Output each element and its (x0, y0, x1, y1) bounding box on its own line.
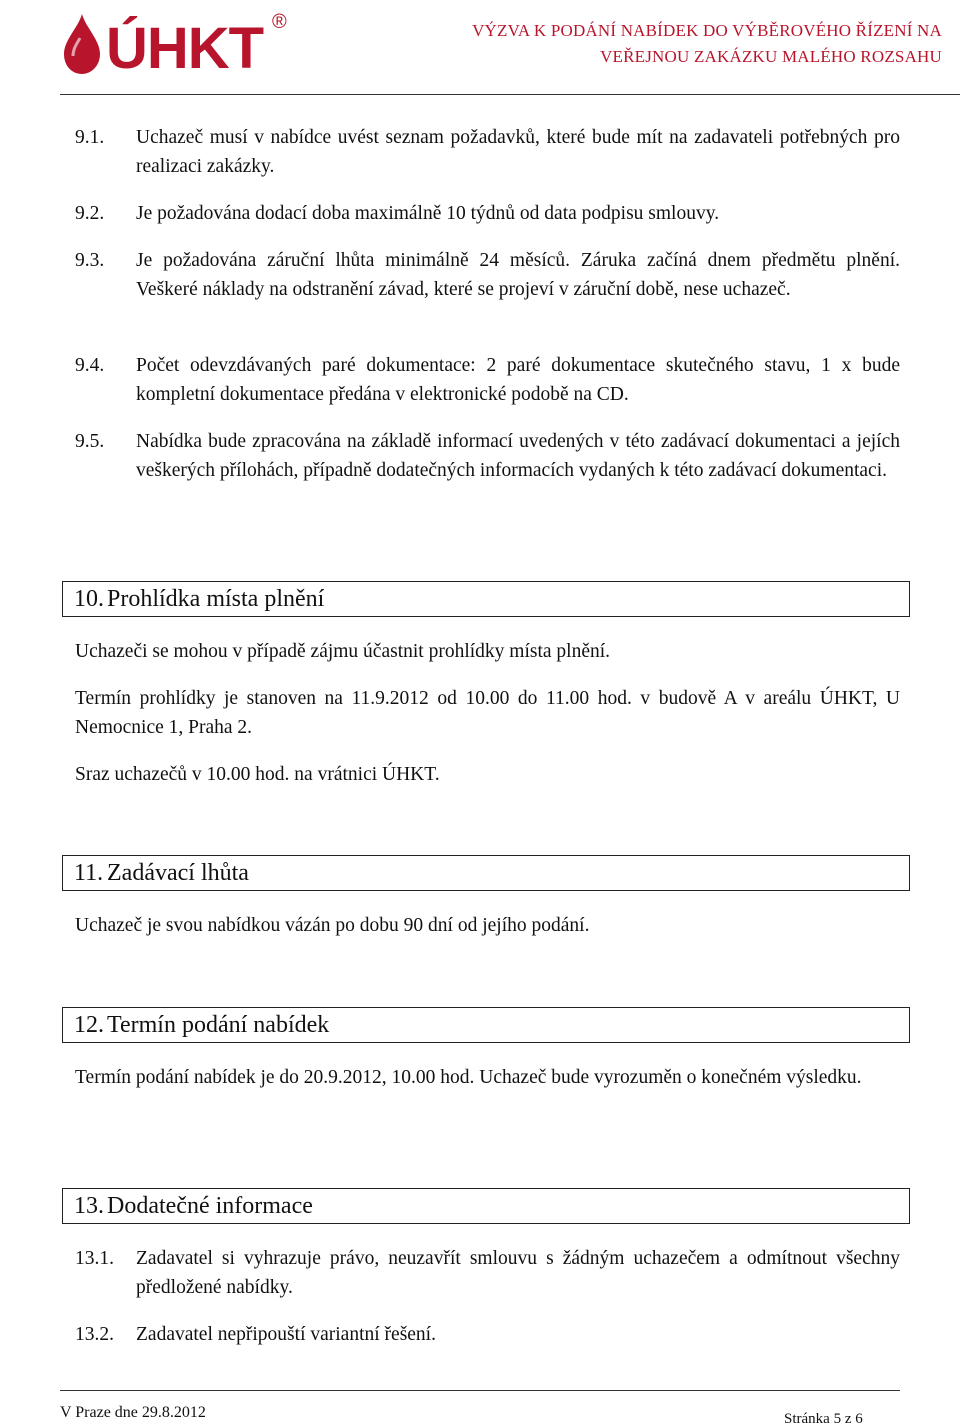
section-title: Dodatečné informace (107, 1193, 313, 1219)
section-title: Prohlídka místa plnění (107, 586, 325, 612)
item-number: 13.1. (75, 1248, 114, 1269)
item-number: 13.2. (75, 1324, 114, 1345)
section-number: 11. (74, 860, 104, 886)
item-number: 9.2. (75, 203, 105, 224)
list-item-9-5 (75, 427, 900, 485)
section-heading-11 (62, 855, 910, 891)
item-number: 9.5. (75, 431, 105, 452)
paragraph: Sraz uchazečů v 10.00 hod. na vrátnici ÚHKT. (75, 764, 440, 785)
section-number: 10. (74, 586, 104, 612)
registered-mark: ® (272, 11, 287, 33)
list-item-9-4 (75, 351, 900, 409)
list-item-13-2 (75, 1320, 900, 1349)
paragraph: Uchazeč je svou nabídkou vázán po dobu 90 dní od jejího podání. (75, 915, 590, 936)
logo-wordmark: ÚHKT (106, 16, 264, 76)
section-heading-10 (62, 581, 910, 617)
page-number: Stránka 5 z 6 (784, 1411, 863, 1427)
item-number: 9.1. (75, 127, 105, 148)
item-text: Zadavatel nepřipouští variantní řešení. (136, 1324, 436, 1345)
item-text: Uchazeč musí v nabídce uvést seznam požadavků, které bude mít na zadavateli potřebných pro realizaci zakázky. (136, 127, 900, 177)
paragraph: Termín podání nabídek je do 20.9.2012, 10.00 hod. Uchazeč bude vyrozuměn o konečném výsledku. (75, 1067, 862, 1088)
title-line-2: VEŘEJNOU ZAKÁZKU MALÉHO ROZSAHU (600, 47, 942, 66)
section-title: Termín podání nabídek (107, 1012, 330, 1038)
section-number: 13. (74, 1193, 104, 1219)
item-text: Je požadována záruční lhůta minimálně 24 měsíců. Záruka začíná dnem předmětu plnění. Veškeré náklady na odstranění závad, které se projeví v záruční době, nese uchazeč. (136, 250, 900, 300)
section-heading-13 (62, 1188, 910, 1224)
page-header (0, 0, 960, 100)
footer-divider (60, 1390, 900, 1391)
uhkt-logo (60, 6, 290, 76)
list-item-9-2 (75, 199, 900, 228)
item-text: Počet odevzdávaných paré dokumentace: 2 paré dokumentace skutečného stavu, 1 x bude kompletní dokumentace předána v elektronické podobě na CD. (136, 355, 900, 405)
list-item-13-1 (75, 1244, 900, 1302)
item-text: Zadavatel si vyhrazuje právo, neuzavřít smlouvu s žádným uchazečem a odmítnout všechny předložené nabídky. (136, 1248, 900, 1298)
item-number: 9.3. (75, 250, 105, 271)
footer-place-date: V Praze dne 29.8.2012 (60, 1404, 206, 1421)
title-line-1: VÝZVA K PODÁNÍ NABÍDEK DO VÝBĚROVÉHO ŘÍZENÍ NA (472, 21, 942, 40)
paragraph: Termín prohlídky je stanoven na 11.9.2012 od 10.00 do 11.00 hod. v budově A v areálu ÚHKT, U Nemocnice 1, Praha 2. (75, 688, 900, 738)
paragraph: Uchazeči se mohou v případě zájmu účastnit prohlídky místa plnění. (75, 641, 611, 662)
section-number: 12. (74, 1012, 104, 1038)
section-heading-12 (62, 1007, 910, 1043)
item-text: Nabídka bude zpracována na základě informací uvedených v této zadávací dokumentaci a jejích veškerých přílohách, případně dodatečných informacích vydaných k této zadávací dokumentaci. (136, 431, 900, 481)
item-text: Je požadována dodací doba maximálně 10 týdnů od data podpisu smlouvy. (136, 203, 720, 224)
section-title: Zadávací lhůta (107, 860, 249, 886)
item-number: 9.4. (75, 355, 105, 376)
header-divider (60, 94, 960, 95)
list-item-9-1 (75, 123, 900, 181)
list-item-9-3 (75, 246, 900, 304)
document-title (472, 18, 942, 70)
